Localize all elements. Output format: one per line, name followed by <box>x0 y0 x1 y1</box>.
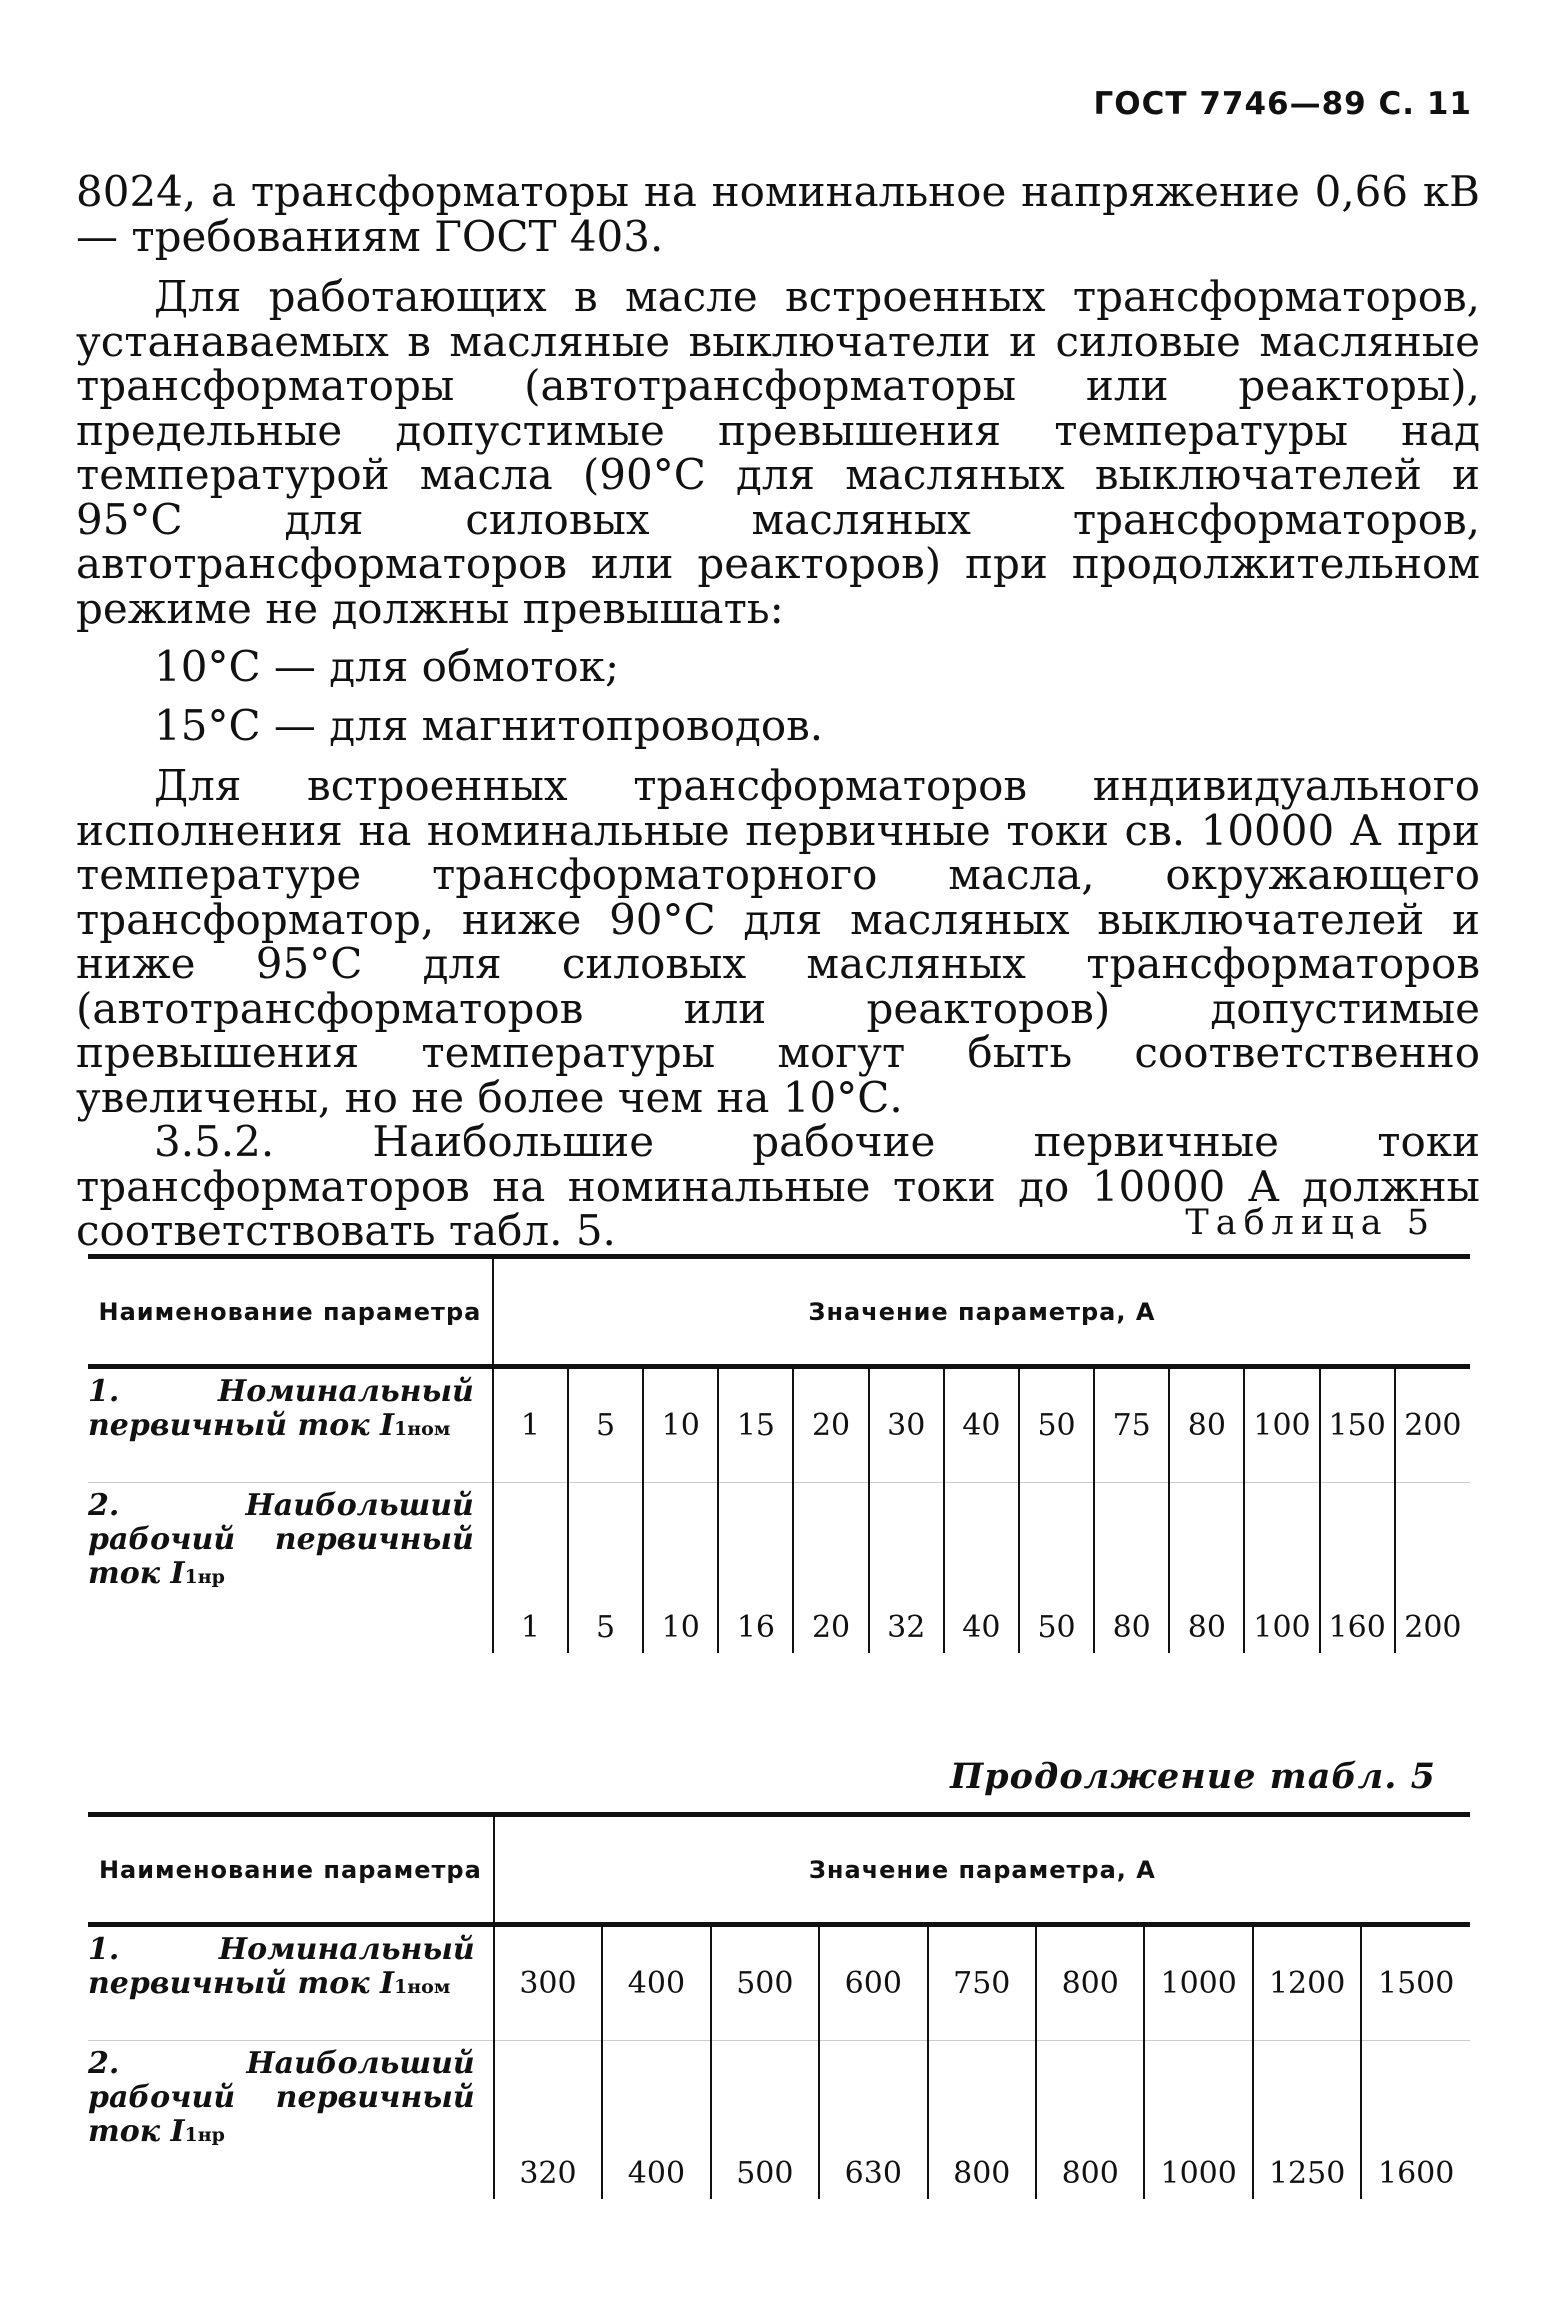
paragraph: Для встроенных трансформаторов индивидуального исполнения на номинальные первичные токи св. 10000 А при температуре трансформаторного масла, окружающего трансформатор, ниже 90°С для масляных выключателей и ниже 95°С для силовых масляных трансформаторов (автотрансформаторов или реакторов) допустимые превышения температуры могут быть соответственно увеличены, но не более чем на 10°С. <box>76 761 1480 1122</box>
value-cell: 500 <box>711 2041 819 2199</box>
paragraph: 8024, а трансформаторы на номинальное напряжение 0,66 кВ — требованиям ГОСТ 403. <box>76 167 1480 261</box>
value-cell: 200 <box>1395 1367 1470 1483</box>
value-cell: 40 <box>944 1483 1019 1653</box>
value-cell: 15 <box>718 1367 793 1483</box>
body-text <box>76 167 1480 1255</box>
column-header-name: Наименование параметра <box>88 1815 494 1925</box>
paragraph: 10°С — для обмоток; <box>154 642 620 691</box>
value-cell: 600 <box>819 1925 927 2041</box>
value-cell: 800 <box>928 2041 1036 2199</box>
row-label: 1. Номинальный первичный ток I1ном <box>88 1925 494 2041</box>
value-cell: 750 <box>928 1925 1036 2041</box>
value-cell: 16 <box>718 1483 793 1653</box>
value-cell: 80 <box>1094 1483 1169 1653</box>
value-cell: 1500 <box>1361 1925 1470 2041</box>
row-label: 2. Наибольший рабочий первичный ток I1нр <box>88 1488 474 1591</box>
page-header: ГОСТ 7746—89 С. 11 <box>1093 86 1472 122</box>
value-cell: 300 <box>494 1925 602 2041</box>
paragraph: 15°С — для магнитопроводов. <box>154 700 824 750</box>
table-row <box>88 2041 1470 2199</box>
table-caption: Продолжение табл. 5 <box>950 1756 1436 1797</box>
value-cell: 800 <box>1036 1925 1144 2041</box>
value-cell: 1000 <box>1144 2041 1252 2199</box>
value-cell: 630 <box>819 2041 927 2199</box>
value-cell: 5 <box>568 1483 643 1653</box>
value-cell: 160 <box>1320 1483 1395 1653</box>
paragraph: Для работающих в масле встроенных трансформаторов, устанаваемых в масляные выключатели и силовые масляные трансформаторы (автотрансформаторы или реакторы), предельные допустимые превышения температуры над температурой масла (90°С для масляных выключателей и 95°С для силовых масляных трансформаторов, автотрансформаторов или реакторов) при продолжительном режиме не должны превышать: <box>76 272 1480 633</box>
value-cell: 150 <box>1320 1367 1395 1483</box>
column-header-name: Наименование параметра <box>88 1257 493 1367</box>
value-cell: 200 <box>1395 1483 1470 1653</box>
table-row <box>88 1367 1470 1483</box>
value-cell: 40 <box>944 1367 1019 1483</box>
value-cell: 50 <box>1019 1367 1094 1483</box>
value-cell: 1 <box>493 1367 568 1483</box>
value-cell: 400 <box>602 1925 710 2041</box>
column-header-value: Значение параметра, А <box>493 1257 1470 1367</box>
value-cell: 100 <box>1244 1367 1319 1483</box>
value-cell: 5 <box>568 1367 643 1483</box>
value-cell: 50 <box>1019 1483 1094 1653</box>
value-cell: 20 <box>793 1483 868 1653</box>
data-table <box>88 1254 1470 1653</box>
value-cell: 1200 <box>1253 1925 1361 2041</box>
value-cell: 10 <box>643 1483 718 1653</box>
row-label: 1. Номинальный первичный ток I1ном <box>88 1367 493 1483</box>
value-cell: 80 <box>1169 1483 1244 1653</box>
value-cell: 500 <box>711 1925 819 2041</box>
value-cell: 32 <box>869 1483 944 1653</box>
paragraph: 3.5.2. Наибольшие рабочие первичные токи трансформаторов на номинальные токи до 10000 А должны соответствовать табл. 5. <box>76 1117 1480 1255</box>
table-row <box>88 1483 1470 1653</box>
table-caption: Таблица 5 <box>1185 1203 1436 1243</box>
value-cell: 30 <box>869 1367 944 1483</box>
value-cell: 20 <box>793 1367 868 1483</box>
value-cell: 100 <box>1244 1483 1319 1653</box>
value-cell: 800 <box>1036 2041 1144 2199</box>
value-cell: 10 <box>643 1367 718 1483</box>
value-cell: 1600 <box>1361 2041 1470 2199</box>
value-cell: 400 <box>602 2041 710 2199</box>
value-cell: 75 <box>1094 1367 1169 1483</box>
value-cell: 80 <box>1169 1367 1244 1483</box>
data-table <box>88 1812 1470 2199</box>
value-cell: 1 <box>493 1483 568 1653</box>
table-row <box>88 1925 1470 2041</box>
value-cell: 1250 <box>1253 2041 1361 2199</box>
value-cell: 1000 <box>1144 1925 1252 2041</box>
column-header-value: Значение параметра, А <box>494 1815 1470 1925</box>
value-cell: 320 <box>494 2041 602 2199</box>
row-label: 2. Наибольший рабочий первичный ток I1нр <box>88 2046 475 2149</box>
